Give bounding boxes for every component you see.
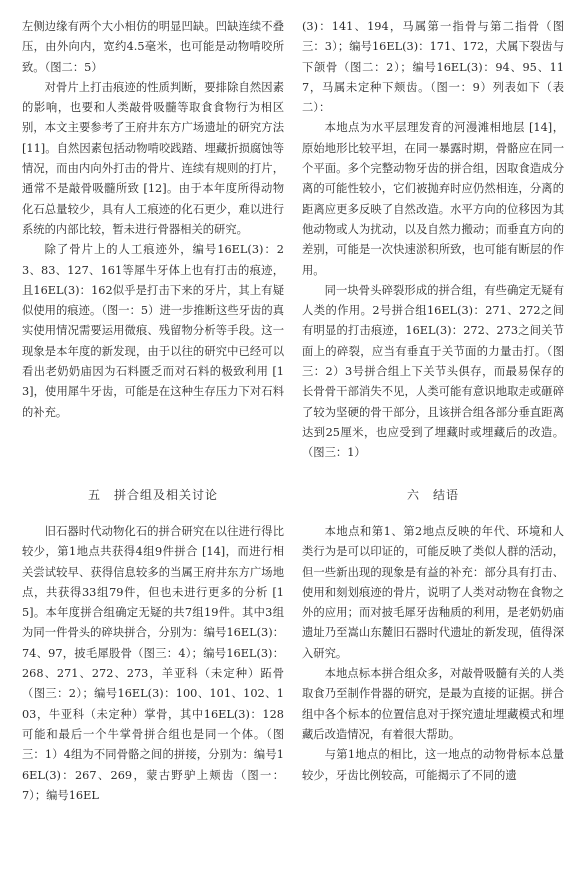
paragraph: 本地点标本拼合组众多，对敲骨吸髓有关的人类取食乃至制作骨器的研究，是最为直接的证据。拼合组中各个标本的位置信息对于探究遗址埋藏模式和埋藏后改造情况，有着很大帮助。: [302, 667, 564, 741]
paragraph: (3)：141、194，马属第一指骨与第二指骨（图三：3）；编号16EL(3)：171、172，犬属下裂齿与下颌骨（图二：2）；编号16EL(3)：94、95、117，马属未定种下颊齿。（图一：9）列表如下（表二）：: [302, 20, 564, 115]
paragraph: 本地点和第1、第2地点反映的年代、环境和人类行为是可以印证的，可能反映了类似人群的活动，但一些新出现的现象是有益的补充：部分具有打击、使用和刻划痕迹的骨片，说明了人类对动物在食物之外的应用；而对披毛犀牙齿釉质的利用，是老奶奶庙遗址乃至嵩山东麓旧石器时代遗址的新发现，值得深入研究。: [302, 525, 564, 660]
paragraph: 除了骨片上的人工痕迹外，编号16EL(3)：23、83、127、161等犀牛牙体上也有打击的痕迹，且16EL(3)：162似乎是打击下来的牙片，其上有疑似使用的痕迹。（图一：5）进一步推断这些牙齿的真实使用情况需要运用微痕、残留物分析等手段。这一现象是本年度的新发现，由于以往的研究中已经可以看出老奶奶庙因为石料匮乏而对石料的极致利用 [13]，使用犀牛牙齿，可能是在这种生存压力下对石料的补充。: [22, 243, 284, 419]
paragraph: 对骨片上打击痕迹的性质判断，要排除自然因素的影响，也要和人类敲骨吸髓等取食食物行为相区别，本文主要参考了王府井东方广场遗址的研究方法 [11]。自然因素包括动物啃咬践踏、埋藏折损腐蚀等情况，而由内向外打击的骨片、连续有规则的打片，通常不是敲骨吸髓所致 [12]。由于本年度所得动物化石总量较少，具有人工痕迹的化石更少，难以进行系统的内部比较，暂未进行骨器相关的研究。: [22, 80, 284, 236]
paragraph: 左侧边缘有两个大小相仿的明显凹缺。凹缺连续不叠压，由外向内，宽约4.5毫米，也可能是动物啃咬所致。（图二：5）: [22, 20, 284, 74]
section-heading-6: 六 结语: [406, 488, 459, 502]
column-top-right: [302, 17, 564, 464]
paragraph: 与第1地点的相比，这一地点的动物骨标本总量较少，牙齿比例较高，可能揭示了不同的遗: [302, 748, 564, 782]
paragraph: 旧石器时代动物化石的拼合研究在以往进行得比较少，第1地点共获得4组9件拼合 [14]，而进行相关尝试较早、获得信息较多的当属王府井东方广场地点，共获得33组79件，但也未进行更多的分析 [15]。本年度拼合组确定无疑的共7组19件。其中3组为同一件骨头的碎块拼合，分别为：编号16EL(3)：74、97，披毛犀股骨（图三：4）；编号16EL(3)：268、271、272、273，羊亚科（未定种）跖骨（图三：2）；编号16EL(3)：100、101、102、103，牛亚科（未定种）掌骨，其中16EL(3)：128可能和最后一个牛掌骨拼合组也是同一个体。（图三：1）4组为不同骨骼之间的拼接，分别为：编号16EL(3)：267、269，蒙古野驴上颊齿（图一：7）；编号16EL: [22, 525, 284, 802]
column-top-left: [22, 17, 284, 423]
column-bottom-right: [302, 522, 564, 786]
column-bottom-left: [22, 522, 284, 806]
paragraph: 本地点为水平层理发育的河漫滩相地层 [14]，原始地形比较平坦，在同一暴露时期，骨骼应在同一个平面。多个完整动物牙齿的拼合组，因取食造成分离的可能性较小，它们被抛弃时应仍然相连，分离的距离应更多反映了自然改造。水平方向的位移因为其他动物或人为扰动，以及自然力搬动；而垂直方向的差别，可能是一次快速淤积所致，也可能有断层的作用。: [302, 121, 564, 277]
paragraph: 同一块骨头碎裂形成的拼合组，有些确定无疑有人类的作用。2号拼合组16EL(3)：271、272之间有明显的打击痕迹，16EL(3)：272、273之间关节面上的碎裂，应当有垂直于关节面的力量击打。（图三：2）3号拼合组上下关节头俱存，而最易保存的长骨骨干部消失不见，人类可能有意识地取走或砸碎了较为坚硬的骨干部分，且该拼合组各部分垂直距离达到25厘米，也应受到了埋藏时或埋藏后的改造。（图三：1）: [302, 283, 564, 460]
section-heading-5: 五 拼合组及相关讨论: [87, 488, 218, 502]
